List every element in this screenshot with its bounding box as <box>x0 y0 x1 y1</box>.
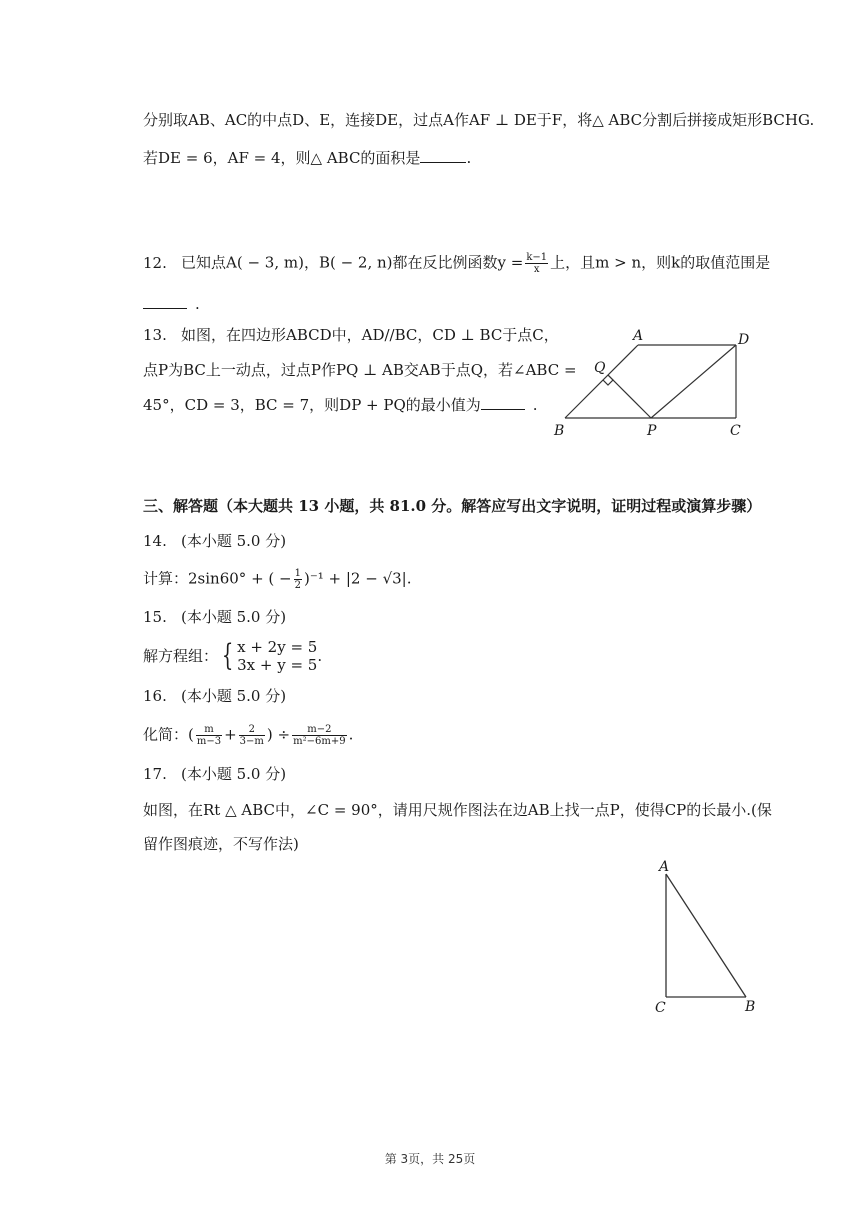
q17-figure <box>650 858 762 1018</box>
page-footer: 第 3页，共 25页 <box>384 1152 476 1166</box>
q13-line2: 点P为BC上一动点，过点P作PQ ⊥ AB交AB于点Q，若∠ABC = <box>143 361 577 379</box>
label-d: D <box>738 332 750 348</box>
q16-header: 16. (本小题 5.0 分) <box>143 687 287 705</box>
label-p: P <box>647 423 657 439</box>
question-number: 17. <box>143 765 167 783</box>
segment-dp <box>651 345 736 418</box>
label-b: B <box>554 423 565 439</box>
label-q: Q <box>594 360 606 376</box>
question-number: 15. <box>143 608 167 626</box>
segment-ab <box>666 874 746 997</box>
q17-line2: 留作图痕迹，不写作法) <box>143 835 299 853</box>
q13-figure <box>548 322 758 442</box>
question-number: 12. <box>143 253 167 272</box>
answer-blank[interactable] <box>481 395 525 410</box>
fraction: $\frac{k-1}{x}$ <box>526 252 548 275</box>
section-heading: 三、解答题（本大题共 13 小题，共 81.0 分。解答应写出文字说明，证明过程或演算步骤） <box>143 497 762 515</box>
q17-line1: 如图，在Rt △ ABC中，∠C = 90°，请用尺规作图法在边AB上找一点P，使得CP的长最小.(保 <box>143 801 772 819</box>
fraction: $\frac{1}{2}$ <box>294 568 301 591</box>
fraction: $\frac{m-2}{\text{m²−6m+9}}$ <box>293 724 346 747</box>
answer-blank[interactable] <box>420 148 466 163</box>
q11-line2: 若DE = 6，AF = 4，则△ ABC的面积是 . <box>143 149 472 167</box>
label-b: B <box>745 999 756 1015</box>
q12-line1: 12. 已知点A( − 3, m)，B( − 2, n)都在反比例函数y = $\frac{k-1}{x}$ 上，且m > n，则k的取值范围是 <box>143 252 771 275</box>
right-angle-mark <box>603 375 613 385</box>
q17-header: 17. (本小题 5.0 分) <box>143 765 287 783</box>
question-number: 13. <box>143 326 167 344</box>
left-brace: { <box>221 638 234 673</box>
question-number: 16. <box>143 687 167 705</box>
fraction: $\frac{2}{3-m}$ <box>239 724 264 747</box>
q11-line1: 分别取AB、AC的中点D、E，连接DE，过点A作AF ⊥ DE于F，将△ ABC分割后拼接成矩形BCHG. <box>143 111 815 129</box>
q14-header: 14. (本小题 5.0 分) <box>143 532 287 550</box>
label-c: C <box>730 423 741 439</box>
q15-header: 15. (本小题 5.0 分) <box>143 608 287 626</box>
equation-system: x + 2y = 5 3x + y = 5 <box>237 638 318 674</box>
q13-line3: 45°，CD = 3，BC = 7，则DP + PQ的最小值为 . <box>143 396 538 414</box>
q15-body: 解方程组： { x + 2y = 5 3x + y = 5 . <box>143 638 323 674</box>
answer-blank[interactable] <box>143 294 187 309</box>
fraction: $\frac{m}{m-3}$ <box>196 724 222 747</box>
question-number: 14. <box>143 532 167 550</box>
q13-line1: 13. 如图，在四边形ABCD中，AD//BC，CD ⊥ BC于点C， <box>143 326 559 344</box>
q16-body: 化简：( $\frac{m}{m-3}$ + $\frac{2}{3-m}$ ) ÷ $\frac{m-2}{\text{m²−6m+9}}$ . <box>143 724 354 747</box>
q12-line2: . <box>143 294 200 314</box>
label-a: A <box>659 859 670 875</box>
label-c: C <box>655 1000 666 1016</box>
segment-pq <box>608 375 651 418</box>
label-a: A <box>633 328 644 344</box>
segment-ab <box>565 345 638 418</box>
q14-body: 计算：2sin60° + ( − $\frac{1}{2}$ )⁻¹ + |2 − √3|. <box>143 568 412 591</box>
